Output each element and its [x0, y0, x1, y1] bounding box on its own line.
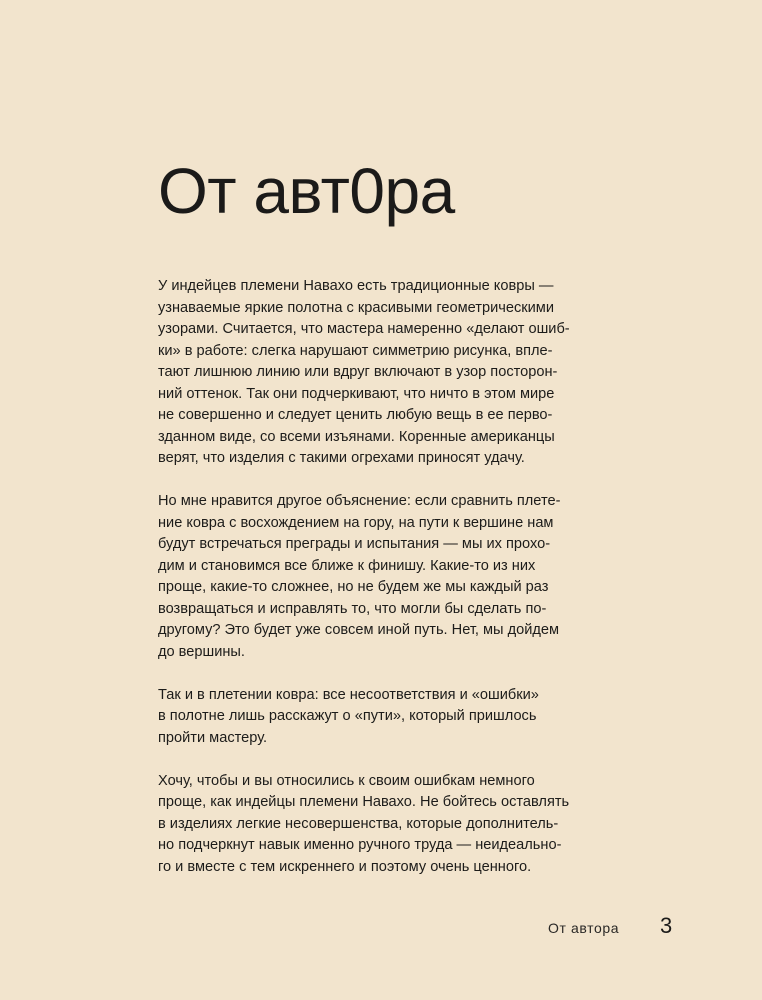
text-line: ки» в работе: слегка нарушают симметрию рисунка, впле-: [158, 342, 553, 359]
text-line: не совершенно и следует ценить любую вещь в ее перво-: [158, 407, 553, 423]
paragraph-4: [158, 771, 598, 879]
text-line: ний оттенок. Так они подчеркивают, что ничто в этом мире: [158, 385, 555, 402]
text-line: ние ковра с восхождением на гору, на пути к вершине нам: [158, 514, 554, 531]
text-line: проще, какие-то сложнее, но не будем же мы каждый раз: [158, 579, 549, 595]
text-line: Хочу, чтобы и вы относились к своим ошибкам немного: [158, 772, 535, 789]
text-line: дим и становимся все ближе к финишу. Какие-то из них: [158, 557, 536, 574]
text-line: другому? Это будет уже совсем иной путь. Нет, мы дойдем: [158, 622, 560, 638]
article-body: [158, 276, 598, 900]
text-line: Но мне нравится другое объяснение: если сравнить плете-: [158, 493, 561, 509]
text-line: Так и в плетении ковра: все несоответствия и «ошибки»: [158, 686, 539, 703]
running-footer-section: От автора: [548, 920, 620, 936]
text-line: проще, как индейцы племени Навахо. Не бойтесь оставлять: [158, 794, 570, 810]
text-line: верят, что изделия с такими огрехами приносят удачу.: [158, 450, 525, 466]
text-line: в полотне лишь расскажут о «пути», который пришлось: [158, 708, 537, 724]
text-line: У индейцев племени Навахо есть традиционные ковры —: [158, 278, 554, 294]
text-line: возвращаться и исправлять то, что могли бы сделать по-: [158, 600, 547, 617]
page-title: От авт0ра: [158, 155, 455, 227]
paragraph-1: [158, 276, 598, 470]
paragraph-2: [158, 491, 598, 663]
text-line: узорами. Считается, что мастера намеренно «делают ошиб-: [158, 321, 570, 337]
text-line: в изделиях легкие несовершенства, которые дополнитель-: [158, 815, 559, 832]
text-line: до вершины.: [158, 643, 245, 660]
page-number: 3: [660, 913, 673, 938]
text-line: пройти мастеру.: [158, 729, 268, 746]
text-line: узнаваемые яркие полотна с красивыми геометрическими: [158, 299, 554, 316]
paragraph-3: [158, 685, 598, 750]
text-line: будут встречаться преграды и испытания — мы их прохо-: [158, 536, 551, 552]
text-line: зданном виде, со всеми изъянами. Коренные американцы: [158, 428, 555, 445]
text-line: тают лишнюю линию или вдруг включают в узор посторон-: [158, 364, 558, 380]
text-line: го и вместе с тем искреннего и поэтому очень ценного.: [158, 858, 532, 875]
text-line: но подчеркнут навык именно ручного труда — неидеально-: [158, 837, 562, 853]
